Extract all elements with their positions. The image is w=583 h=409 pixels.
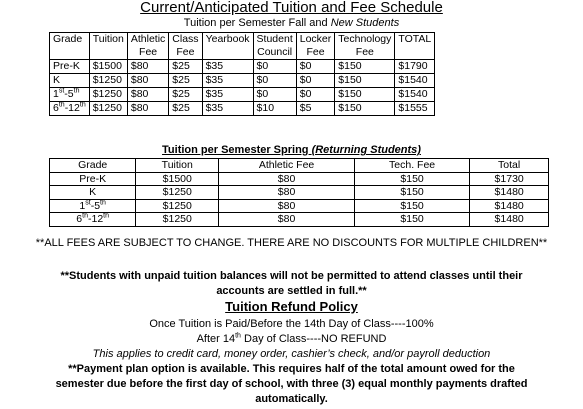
spring-column-header: Grade: [50, 159, 136, 173]
fee-cell: $150: [354, 199, 469, 213]
refund-line2: [0, 333, 583, 347]
fee-cell: $1480: [470, 213, 549, 227]
spring-table-row: [50, 213, 549, 227]
grade-cell: 6th-12th: [50, 213, 136, 227]
refund-line2-prefix: After 14: [196, 333, 236, 345]
fee-cell: $80: [219, 186, 355, 200]
spring-column-header: Total: [470, 159, 549, 173]
fall-table-heading: [0, 17, 583, 30]
fee-cell: $25: [169, 88, 202, 102]
fee-cell: $80: [219, 199, 355, 213]
fall-heading-text: Tuition per Semester Fall and: [183, 17, 331, 29]
spring-table-row: [50, 172, 549, 186]
spring-column-header: Athletic Fee: [219, 159, 355, 173]
fee-cell: $80: [127, 74, 168, 88]
refund-line2-sup: th: [235, 332, 241, 340]
fee-cell: $80: [219, 172, 355, 186]
fee-cell: $150: [335, 88, 395, 102]
fall-table-row: [50, 60, 435, 74]
grade-cell: Pre-K: [50, 172, 136, 186]
fee-cell: $0: [296, 88, 335, 102]
fee-cell: $150: [335, 60, 395, 74]
grade-cell: 1st-5th: [50, 199, 136, 213]
fee-cell: $150: [354, 186, 469, 200]
refund-policy-title: Tuition Refund Policy: [225, 299, 358, 314]
fall-fee-table: [49, 32, 435, 116]
fall-column-header: Yearbook: [202, 33, 253, 60]
fall-column-header: TOTAL: [395, 33, 435, 60]
fee-cell: $80: [127, 102, 168, 116]
fee-cell: $0: [253, 88, 296, 102]
spring-table-row: [50, 199, 549, 213]
fee-cell: $1250: [89, 102, 127, 116]
fee-cell: $150: [354, 172, 469, 186]
grade-cell: 6th-12th: [50, 102, 90, 116]
grade-cell: 1st-5th: [50, 88, 90, 102]
fee-cell: $0: [253, 74, 296, 88]
fall-column-header: Technology Fee: [335, 33, 395, 60]
page-title: Current/Anticipated Tuition and Fee Schedule: [140, 0, 443, 16]
fall-column-header: Grade: [50, 33, 90, 60]
fee-cell: $150: [354, 213, 469, 227]
fee-cell: $5: [296, 102, 335, 116]
fee-cell: $80: [127, 88, 168, 102]
spring-column-header: Tech. Fee: [354, 159, 469, 173]
fee-cell: $1730: [470, 172, 549, 186]
spring-heading-text: Tuition per Semester Spring: [162, 144, 312, 156]
fall-column-header: Locker Fee: [296, 33, 335, 60]
spring-heading-italic: (Returning Students): [311, 144, 421, 156]
payment-plan-line1: **Payment plan option is available. This requires half of the total amount owed for the: [68, 363, 515, 375]
fall-heading-italic: New Students: [330, 17, 400, 29]
spring-fee-table: [49, 158, 549, 227]
grade-cell: Pre-K: [50, 60, 90, 74]
fee-cell: $1480: [470, 186, 549, 200]
fall-table-row: [50, 102, 435, 116]
fee-cell: $1500: [136, 172, 219, 186]
spring-table-row: [50, 186, 549, 200]
fee-cell: $1500: [89, 60, 127, 74]
refund-policy-title-row: [0, 300, 583, 316]
fee-cell: $80: [127, 60, 168, 74]
spring-column-header: Tuition: [136, 159, 219, 173]
fee-cell: $150: [335, 74, 395, 88]
fee-cell: $0: [296, 74, 335, 88]
fall-header-row: [50, 33, 435, 60]
fee-cell: $1250: [89, 74, 127, 88]
fee-cell: $0: [253, 60, 296, 74]
fee-cell: $25: [169, 74, 202, 88]
fee-cell: $1540: [395, 74, 435, 88]
unpaid-notice-line2: accounts are settled in full.**: [216, 285, 367, 297]
grade-cell: K: [50, 74, 90, 88]
fee-cell: $35: [202, 60, 253, 74]
payment-plan-line2: semester due before the first day of school, with three (3) equal monthly payments drafted: [55, 378, 528, 390]
fee-cell: $35: [202, 88, 253, 102]
refund-line2-suffix: Day of Class----NO REFUND: [240, 333, 387, 345]
fall-column-header: Athletic Fee: [127, 33, 168, 60]
refund-line1: Once Tuition is Paid/Before the 14th Day of Class----100%: [149, 318, 434, 330]
unpaid-notice-line1: **Students with unpaid tuition balances will not be permitted to attend classes until their: [60, 270, 523, 282]
fee-cell: $1790: [395, 60, 435, 74]
fall-column-header: Class Fee: [169, 33, 202, 60]
fee-cell: $1250: [89, 88, 127, 102]
fee-cell: $1480: [470, 199, 549, 213]
fee-cell: $1555: [395, 102, 435, 116]
fee-cell: $1250: [136, 213, 219, 227]
fee-cell: $35: [202, 74, 253, 88]
fee-cell: $25: [169, 60, 202, 74]
fee-cell: $150: [335, 102, 395, 116]
grade-cell: K: [50, 186, 136, 200]
fee-cell: $1540: [395, 88, 435, 102]
fall-column-header: Student Council: [253, 33, 296, 60]
fees-notice: **ALL FEES ARE SUBJECT TO CHANGE. THERE ARE NO DISCOUNTS FOR MULTIPLE CHILDREN**: [35, 237, 548, 249]
fall-table-row: [50, 88, 435, 102]
fee-cell: $1250: [136, 199, 219, 213]
fee-cell: $10: [253, 102, 296, 116]
fee-cell: $25: [169, 102, 202, 116]
fee-cell: $80: [219, 213, 355, 227]
fee-cell: $1250: [136, 186, 219, 200]
fall-table-row: [50, 74, 435, 88]
fee-cell: $35: [202, 102, 253, 116]
payment-plan-line3: automatically.: [255, 393, 328, 405]
refund-line3: This applies to credit card, money order, cashier’s check, and/or payroll deduction: [92, 348, 491, 360]
spring-table-heading: [0, 144, 583, 157]
fall-column-header: Tuition: [89, 33, 127, 60]
fee-cell: $0: [296, 60, 335, 74]
spring-header-row: [50, 159, 549, 173]
